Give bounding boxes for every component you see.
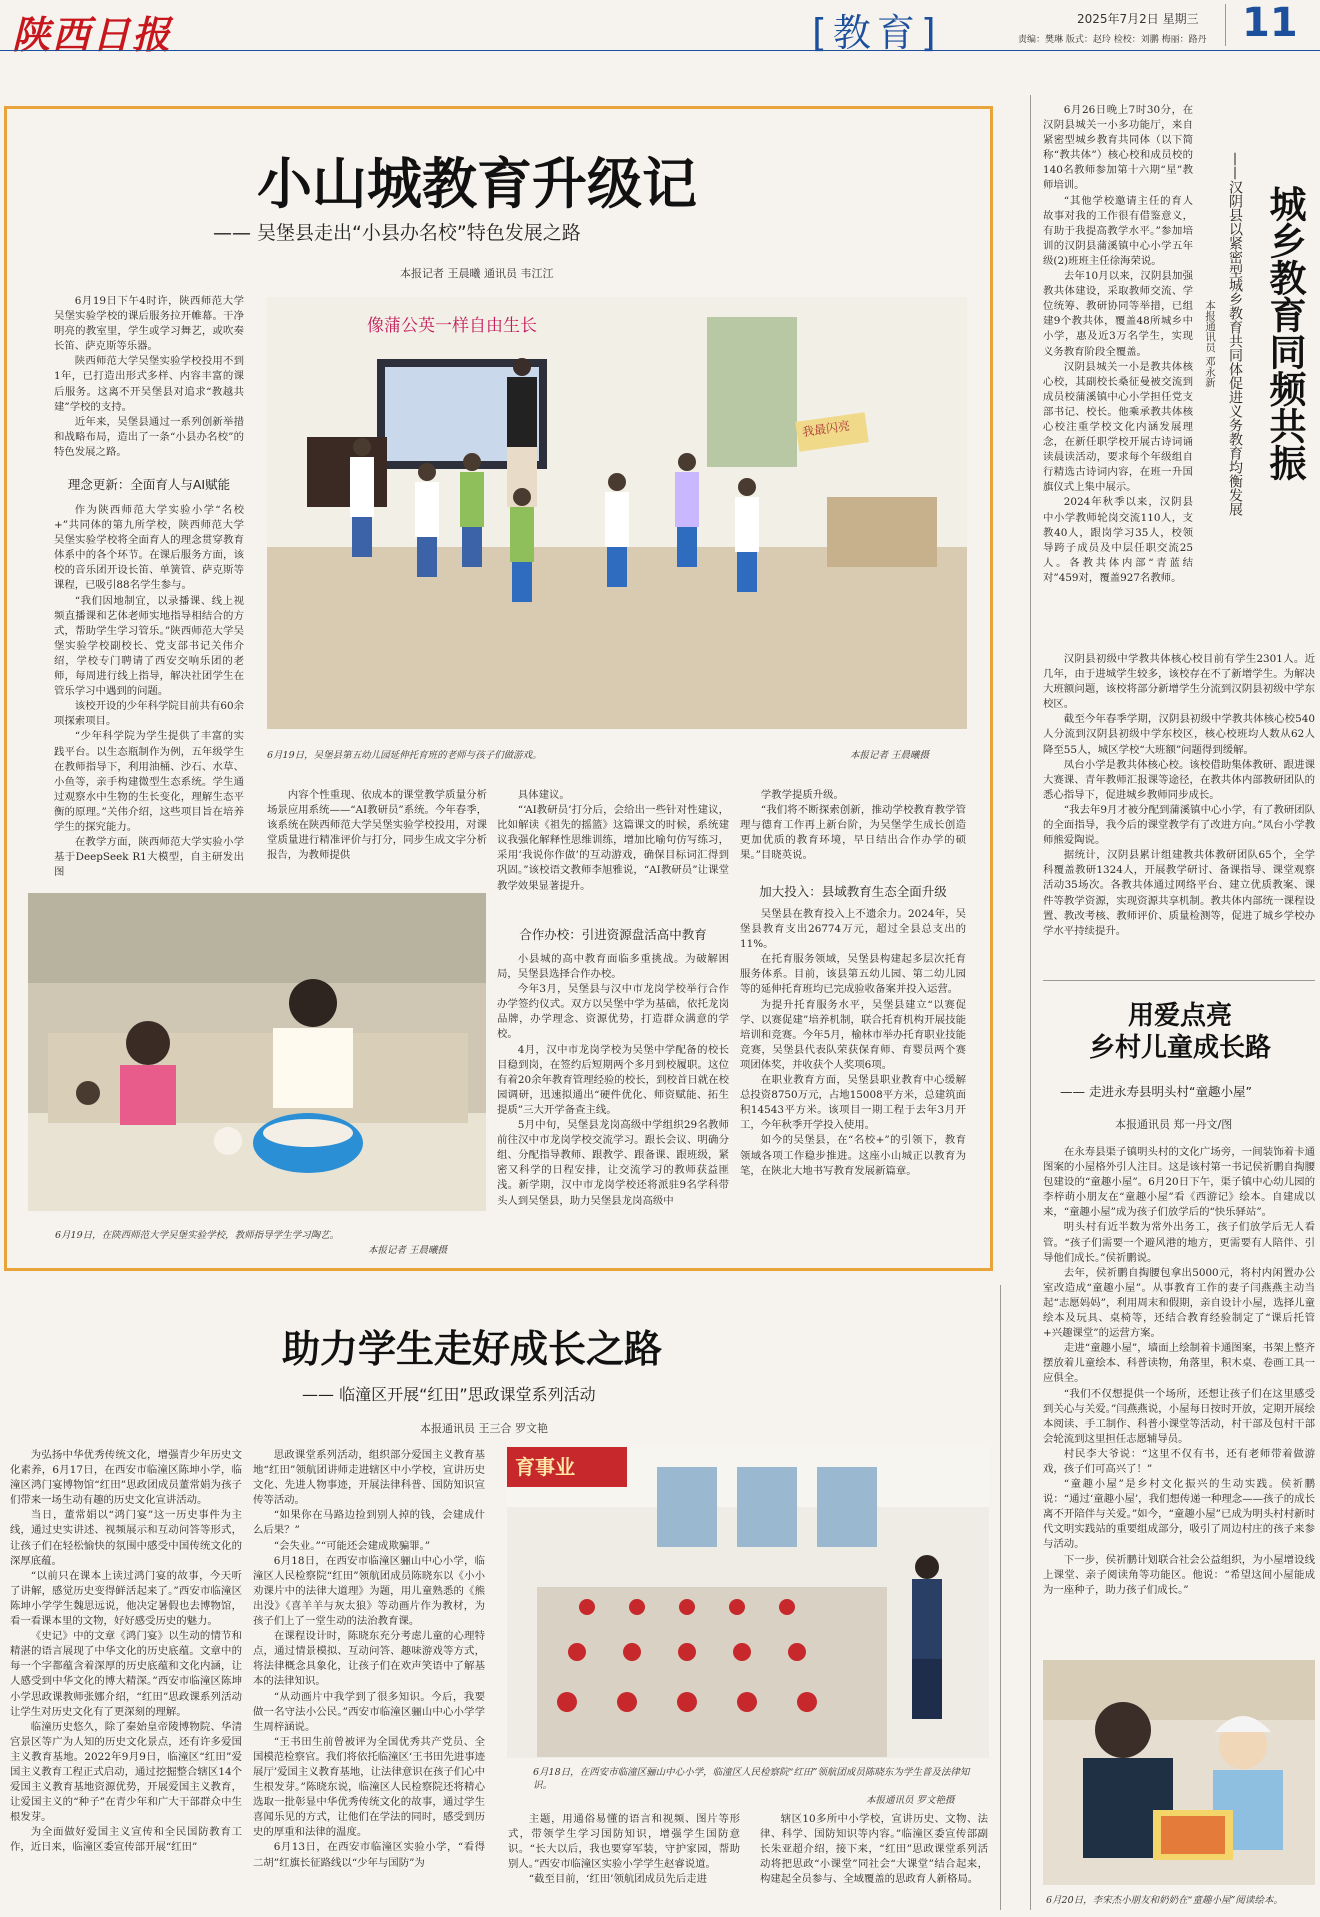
paragraph: 学教学提质升级。 [760,789,844,801]
paragraph: 吴堡县在教育投入上不遗余力。2024年，吴堡县教育支出26774万元，超过全县总支出的11%。 [740,908,966,951]
paragraph: 走进“童趣小屋”，墙面上绘制着卡通图案，书架上整齐摆放着儿童绘本、科普读物，角落里，积木桌、卷画工具一应俱全。 [1043,1342,1315,1385]
article1-subhead-3: 加大投入：县域教育生态全面升级 [759,884,947,899]
paragraph: 6月18日，在西安市临潼区骊山中心小学，临潼区人民检察院“红田”领航团成员陈晓东以《小小劝课片中的法律大道理》为题，用儿童熟悉的《熊出没》《喜羊羊与灰太狼》等动画片作为教材，为孩子们上了一堂生动的法治教育课。 [253,1554,485,1628]
paragraph: 今年3月，吴堡县与汉中市龙岗学校举行合作办学签约仪式。双方以吴堡中学为基础，依托龙岗品牌，办学理念、资源优势，打造群众满意的学校。 [497,983,729,1041]
article1-photo1-caption: 6月19日，吴堡县第五幼儿园延伸托育班的老师与孩子们做游戏。 [267,750,542,761]
paragraph: 2024年秋季以来，汉阴县中小学教师轮岗交流110人，支教40人，跟岗学习35人，校领导跨子成员及中层任职交流25人。各教共体内部“青蓝结对”459对，覆盖927名教师。 [1043,496,1193,584]
article4-byline: 本报通讯员 王三合 罗文艳 [420,1422,548,1435]
article4-column-4 [760,1812,988,1912]
paragraph: 为全面做好爱国主义宣传和全民国防教育工作，近日来，临潼区委宣传部开展“红田” [10,1826,242,1854]
paragraph: “从动画片中我学到了很多知识。今后，我要做一名守法小公民。”西安市临潼区骊山中心小学学生周梓涵说。 [253,1690,485,1733]
paragraph: “‘AI教研员’打分后，会给出一些针对性建议，比如解读《祖先的摇篮》这篇课文的时候，系统建议我强化解释性思维训练，增加比喻句仿写练习，采用‘我说你作做’的互动游戏，确保目标词汇得到巩固。”该校语文教师李旭雅说，“AI教研员”让课堂教学效果显著提升。 [497,804,729,892]
paragraph: 为弘扬中华优秀传统文化，增强青少年历史文化素养，6月17日，在西安市临潼区陈坤小学，临潼区鸿门宴博物馆“红田”思政团成员董常娟为孩子们带来一场生动有趣的历史文化宣讲活动。 [10,1449,242,1507]
paragraph: “其他学校邀请主任的育人故事对我的工作很有借鉴意义，有助于我提高教学水平。”参加培训的汉阴县蒲溪镇中心小学五年级(2)班班主任徐海荣说。 [1043,194,1193,267]
article4-title: 助力学生走好成长之路 [282,1326,663,1371]
paragraph: “截至目前，‘红田’领航团成员先后走进 [528,1873,707,1886]
article4-column-2 [253,1448,485,1910]
article1-column-3b [497,952,729,1242]
article1-column-1 [54,294,244,462]
paragraph: 明头村有近半数为常外出务工，孩子们放学后无人看管。“孩子们需要一个避风港的地方，更需要有人陪伴、引导他们成长。”侯祈鹏说。 [1043,1221,1315,1264]
paragraph: 当日，董常娟以“鸿门宴”这一历史事件为主线，通过史实讲述、视频展示和互动问答等形式，让孩子们在轻松愉快的氛围中感受中国传统文化的深厚底蕴。 [10,1509,242,1567]
paragraph: 5月中旬，吴堡县龙岗高级中学组织29名教师前往汉中市龙岗学校交流学习。跟长会议、明确分组、分配指导教师、跟教学、跟备课、跟班级，紧密又科学的日程安排，让交流学习的教师获益匪浅。新学期，汉中市龙岗学校还将派驻9名学科带头人到吴堡县，助力吴堡县龙岗高级中 [497,1119,729,1207]
paragraph: 在职业教育方面，吴堡县职业教育中心缓解总投资8750万元，占地15008平方米，总建筑面积14543平方米。该项目一期工程于去年3月开工，今年秋季开学投入使用。 [740,1074,966,1132]
paragraph: 如今的吴堡县，在“名校+”的引领下，教育领域各项工作稳步推进。这座小山城正以教育为笔，在陕北大地书写教育发展新篇章。 [740,1134,966,1177]
page-number: 11 [1242,0,1298,46]
paragraph: 思政课堂系列活动，组织部分爱国主义教育基地“红田”领航团讲师走进辖区中小学校，宣讲历史文化、先进人物事迹，开展法律科普、国防知识宣传等活动。 [253,1449,485,1507]
paragraph: 去年10月以来，汉阴县加强教共体建设，采取教师交流、学位统筹、教研协同等举措，已组建9个教共体，覆盖48所城乡中小学，惠及近3万名学生，实现义务教育阶段全覆盖。 [1043,270,1193,358]
article3-column [1043,1145,1315,1655]
paragraph: 临潼历史悠久，除了秦始皇帝陵博物院、华清宫景区等广为人知的历史文化景点，还有许多爱国主义教育基地。2022年9月9日，临潼区“红田”爱国主义教育工程正式启动，通过挖掘整合辖区14个爱国主义教育基地资源优势，开展爱国主义教育，让爱国主义的“种子”在青少年和广大干部群众中生根发芽。 [10,1720,242,1824]
paragraph: “少年科学院为学生提供了丰富的实践平台。以生态瓶制作为例，五年级学生在教师指导下，利用油桶、沙石、水草、小鱼等，亲手构建微型生态系统。学生通过观察水中生物的生长变化，理解生态平衡的原理。”关伟介绍，这些项目旨在培养学生的探究能力。 [54,730,244,833]
paragraph: 近年来，吴堡县通过一系列创新举措和战略布局，造出了一条“小县办名校”的特色发展之路。 [54,415,244,458]
paragraph: “我们因地制宜，以录播课、线上视频直播课和艺体老师实地指导相结合的方式，帮助学生学习管乐。”陕西师范大学吴堡实验学校副校长、党支部书记关伟介绍，学校专门聘请了西安交响乐团的老师，每周进行线上指导，解决社团学生在管乐学习中遇到的问题。 [54,594,244,698]
paragraph: 该校开设的少年科学院目前共有60余项探索项目。 [54,700,244,728]
paragraph: “童趣小屋”是乡村文化振兴的生动实践。侯祈鹏说：“通过‘童趣小屋’，我们想传递一种理念——孩子的成长离不开陪伴与关爱。”如今，“童趣小屋”已成为明头村村新时代文明实践站的重要组成部分，吸引了周边村庄的孩子来参与活动。 [1043,1478,1315,1551]
newspaper-logo: 陕西日报 [12,12,173,57]
paragraph: “我去年9月才被分配到蒲溪镇中心小学，有了教研团队的全面指导，我今后的课堂教学有了改进方向。”凤台小学教师熊爱陶说。 [1043,803,1315,847]
paragraph: 6月19日下午4时许，陕西师范大学吴堡实验学校的课后服务拉开帷幕。干净明亮的教室里，学生或学习舞艺，或吹奏长笛、萨克斯等乐器。 [54,295,244,353]
article4-column-3 [508,1812,740,1912]
paragraph: 4月，汉中市龙岗学校为吴堡中学配备的校长目稳到岗，在签约后短期两个多月到校履职。这位有着20余年教育管理经验的校长，到校首日就在校园调研，迅速拟通出“硬件优化、师资赋能、拓生提质”三大开学备查主线。 [497,1043,729,1116]
article3-title: 用爱点亮 乡村儿童成长路 [1088,1001,1271,1063]
paragraph: 主题，用通俗易懂的语言和视频、图片等形式，带领学生学习国防知识，增强学生国防意识。“长大以后，我也要穿军装，守护家园，帮助别人。”西安市临潼区实验小学学生赵睿说道。 [508,1813,740,1871]
paragraph: “以前只在课本上读过鸿门宴的故事，今天听了讲解，感觉历史变得鲜活起来了。”西安市临潼区陈坤小学学生魏思远说，他决定暑假也去博物馆，看一看课本里的文物，好好感受历史的魅力。 [10,1569,242,1628]
article1-photo-kindergarten [267,297,967,729]
article1-photo2-credit: 本报记者 王晨曦摄 [368,1245,448,1256]
paragraph: 在课程设计时，陈晓东充分考虑儿童的心理特点，通过情景模拟、互动问答、趣味游戏等方式，将法律概念具象化，让孩子们在欢声笑语中了解基本的法律知识。 [253,1630,485,1688]
paragraph: 去年，侯祈鹏自掏腰包拿出5000元，将村内闲置办公室改造成“童趣小屋”。从事教育工作的妻子闫燕燕主动当起“志愿妈妈”，利用周末和假期，亲自设计小屋，选择儿童绘本及玩具、桌椅等，还结合教育经验制定了“课后托管+兴趣课堂”的运营方案。 [1043,1266,1315,1340]
paragraph: “如果你在马路边捡到别人掉的钱，会建成什么后果？” [253,1509,485,1537]
paragraph: 村民李大爷说：“这里不仅有书，还有老师带着做游戏，孩子们可高兴了！” [1043,1447,1315,1475]
paragraph: 下一步，侯祈鹏计划联合社会公益组织，为小屋增设线上课堂、亲子阅读角等功能区。他说：“希望这间小屋能成为一座种子，助力孩子们成长。” [1043,1553,1315,1596]
article4-photo-caption: 6月18日，在西安市临潼区骊山中心小学，临潼区人民检察院“红田”领航团成员陈晓东为学生普及法律知识。 [533,1767,970,1791]
paragraph: 陕西师范大学吴堡实验学校投用不到1年，已打造出形式多样、内容丰富的课后服务。这离不开吴堡县对追求“教越共建”学校的支持。 [54,355,244,413]
article4-photo-classroom [507,1447,989,1758]
photo-banner-text: 像蒲公英一样自由生长 [367,316,537,336]
paragraph: “我们将不断探索创新，推动学校教育教学管理与德育工作再上新台阶，为吴堡学生成长创造更加优质的教育环境，早日结出合作办学的硕果。”目晓英说。 [740,804,966,862]
article3-photo-reading [1043,1660,1315,1885]
article1-column-1b [54,503,244,879]
article4-photo-credit: 本报通讯员 罗文艳摄 [866,1795,955,1806]
article1-photo2-caption: 6月19日，在陕西师范大学吴堡实验学校，教师指导学生学习陶艺。 [55,1230,340,1241]
article1-photo-pottery [28,893,486,1211]
article1-column-3 [497,788,729,918]
paragraph: 汉阴县城关一小是教共体核心校，其副校长桑征曼被交流到成员校蒲溪镇中心小学担任党支部书记、校长。他乘承教共体核心校注重学校文化内涵发展理念，在新任职学校开展古诗词诵读晨读活动，要求每个年级组自行精选古诗词内容，在班一升国旗仪式上集中展示。 [1043,360,1193,494]
masthead-rule [0,50,1320,51]
article1-title: 小山城教育升级记 [257,151,698,216]
paragraph: 在永寿县渠子镇明头村的文化广场旁，一间装饰着卡通图案的小屋格外引人注目。这是该村第一书记侯祈鹏自掏腰包建设的“童趣小屋”。6月20日下午，渠子镇中心幼儿园的李梓萌小朋友在“童趣小屋”看《西游记》绘本。自建成以来，“童趣小屋”成为孩子们放学后的“快乐驿站”。 [1043,1146,1315,1219]
article3-subtitle: —— 走进永寿县明头村“童趣小屋” [1060,1084,1252,1099]
paragraph: “会失业。”“可能还会建成欺骗罪。” [273,1539,431,1552]
masthead-divider [1225,4,1226,46]
article3-byline: 本报通讯员 郑一丹文/图 [1115,1118,1233,1131]
article2-column-2 [1043,652,1315,957]
paragraph: 具体建议。 [517,789,570,801]
article2-title: 城乡教育同频共振 [1263,185,1307,481]
article1-subhead-2: 合作办校：引进资源盘活高中教育 [519,927,707,942]
paragraph: 6月26日晚上7时30分，在汉阴县城关一小多功能厅，来自紧密型城乡教育共同体（以下简称“教共体”）核心校和成员校的140名教师参加第十六期“星”教师培训。 [1043,104,1193,192]
paragraph: 凤台小学是教共体核心校。该校借助集体教研、跟进课大赛课、青年教师汇报课等途径，在教共体内部教研团队的悉心指导下，促进城乡教师同步成长。 [1043,758,1315,801]
photo-sign-text: 我最闪亮 [801,418,851,440]
article1-subtitle: —— 吴堡县走出“小县办名校”特色发展之路 [213,222,581,244]
article1-photo1-credit: 本报记者 王晨曦摄 [850,750,930,761]
section-label: [教育] [812,11,942,55]
paragraph: 在教学方面，陕西师范大学实验小学基于DeepSeek R1大模型，自主研发出图 [54,836,244,879]
article2-byline: 本报通讯员 邓永新 [1204,300,1216,388]
paragraph: 6月13日，在西安市临潼区实验小学，“看得二胡”红旗长征路线以“少年与国防”为 [253,1841,485,1869]
article1-subhead-1: 理念更新：全面育人与AI赋能 [67,477,231,492]
paragraph: 辖区10多所中小学校，宣讲历史、文物、法律、科学、国防知识等内容。”临潼区委宣传部副长朱亚超介绍，接下来，“红田”思政课堂系列活动将把思政“小课堂”同社会“大课堂”结合起来，构建起全员参与、全域覆盖的思政育人新格局。 [760,1813,988,1886]
paragraph: 在托育服务领域，吴堡县构建起多层次托育服务体系。目前，该县第五幼儿园、第二幼儿园等的延伸托育班均已完成验收备案并投入运营。 [740,953,966,996]
issue-date: 2025年7月2日 星期三 [1077,12,1199,26]
article4-column-1 [10,1448,242,1910]
paragraph: 据统计，汉阴县累计组建教共体教研团队65个，全学科覆盖教研1324人，开展教学研讨、备课指导、课堂观察活动35场次。各教共体通过网络平台、建立优质教案、课件等教学资源，实现资源共享机制。教共体内部统一课程设置、教改考核、教师评价、质量检测等，促进了城乡学校办学水平持续提升。 [1043,849,1315,937]
article2-column-1 [1043,103,1193,648]
paragraph: 截至今年春季学期，汉阴县初级中学教共体核心校540人分流到汉阴县初级中学东校区，核心校班均人数从62人降至55人，城区学校“大班额”问题得到缓解。 [1043,713,1315,756]
paragraph: 作为陕西师范大学实验小学“名校+”共同体的第九所学校，陕西师范大学吴堡实验学校将全面育人的理念贯穿教育体系中的各个环节。在课后服务方面，该校的音乐团开设长笛、单簧管、萨克斯等课程，已吸引88名学生参与。 [54,504,244,592]
paragraph: 内容个性重现、依成本的课堂教学质量分析场景应用系统——“AI教研员”系统。今年春季，该系统在陕西师范大学吴堡实验学校投用，对课堂质量进行精准评价与打分，同步生成文字分析报告，为教师提供 [267,789,487,862]
paragraph: 《史记》中的文章《鸿门宴》以生动的情节和精湛的语言展现了中华文化的历史底蕴。文章中的每一个字都蕴含着深厚的历史底蕴和文化内涵，让人感受到中华文化的博大精深。”西安市临潼区陈坤小学思政课教师张娜介绍，“红田”思政课系列活动让学生对历史文化有了更深刻的理解。 [10,1630,242,1718]
column-rule [1043,980,1315,981]
column-rule [1000,1285,1001,1910]
photo-banner-text: 育事业 [515,1455,575,1479]
article2-subtitle: ——汉阴县以紧密型城乡教育共同体促进义务教育均衡发展 [1227,152,1243,516]
paragraph: “王书田生前曾被评为全国优秀共产党员、全国模范检察官。我们将依托临潼区‘王书田先进事迹展厅’爱国主义教育基地，让法律意识在孩子们心中生根发芽。”陈晓东说，临潼区人民检察院还将精心选取一批彰显中华优秀传统文化的故事，通过学生喜闻乐见的方式，让他们在学法的同时，感受到历史的厚重和法律的温度。 [253,1735,485,1839]
column-rule [1030,95,1031,1910]
paragraph: 为提升托育服务水平，吴堡县建立“以赛促学、以赛促建”培养机制，联合托育机构开展技能培训和竞赛。今年5月，榆林市举办托育职业技能竞赛，吴堡县代表队荣获保育师、育婴员两个赛项团体奖，并收获个人奖项6项。 [740,998,966,1071]
paragraph: 小县城的高中教育面临多重挑战。为破解困局，吴堡县选择合作办校。 [497,953,729,981]
article1-column-4 [740,788,966,878]
article3-photo-caption: 6月20日，李宋杰小朋友和奶奶在“童趣小屋”阅读绘本。 [1046,1895,1283,1906]
paragraph: 汉阴县初级中学教共体核心校目前有学生2301人。近几年，由于进城学生较多，该校存在不了新增学生。为解决大班额问题，该校将部分新增学生分流到汉阴县初级中学东校区。 [1043,653,1315,711]
editor-credits: 责编：樊琳 版式：赵玲 检校：刘鹏 梅丽：路丹 [1018,35,1207,45]
article1-byline: 本报记者 王晨曦 通讯员 韦江江 [400,267,554,280]
article4-subtitle: —— 临潼区开展“红田”思政课堂系列活动 [302,1385,596,1404]
article1-column-2 [267,788,487,878]
paragraph: “我们不仅想提供一个场所，还想让孩子们在这里感受到关心与关爱。”闫燕燕说，小屋每日按时开放，定期开展绘本阅读、手工制作、科普小课堂等活动，村干部及包村干部会轮流到这里担任志愿辅导员。 [1043,1387,1315,1445]
article1-column-4b [740,907,966,1242]
